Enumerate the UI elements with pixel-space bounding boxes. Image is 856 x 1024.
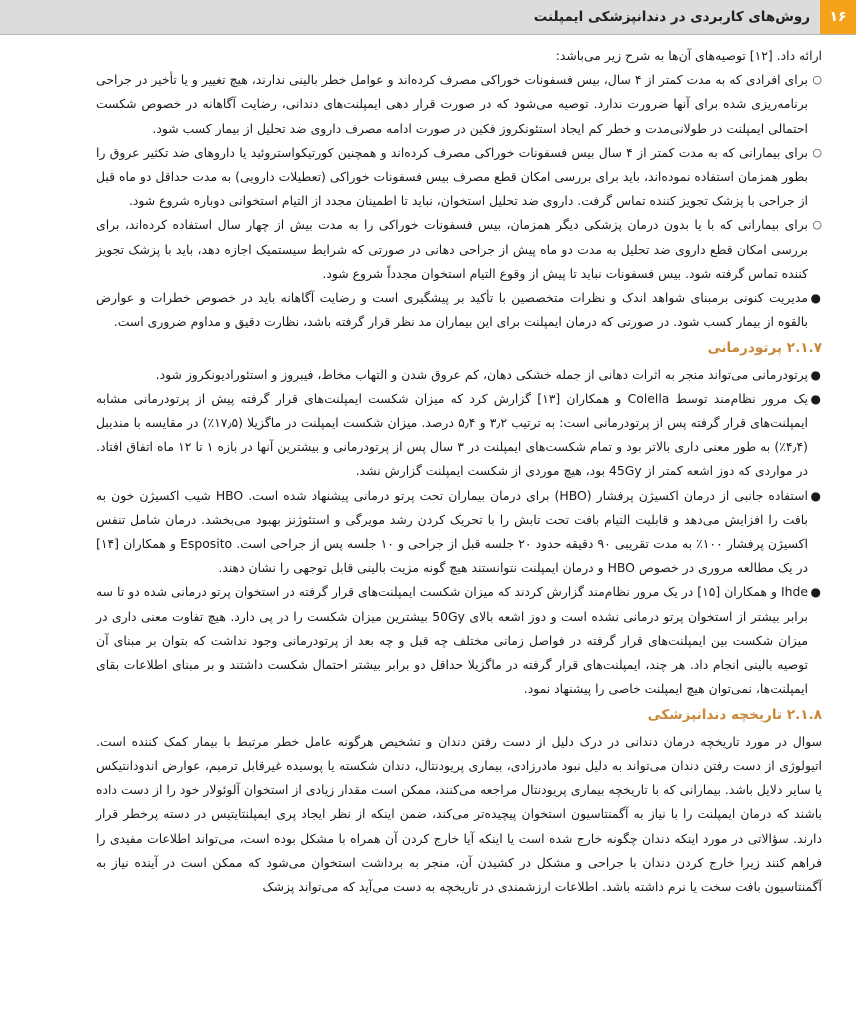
running-title: روش‌های کاربردی در دندانپزشکی ایمپلنت — [533, 9, 810, 25]
bullet-text: مدیریت کنونی برمبنای شواهد اندک و نظرات متخصصین با تأکید بر پیشگیری است و رضایت آگاهانه باید در خصوص خطرات و عوارض بالقوه از بیمار کسب شود. در صورتی که درمان ایمپلنت برای این بیماران مد نظر قرار گرفته باشد، نظارت دقیق و مداوم ضروری است. — [96, 290, 808, 330]
bullet-icon: ● — [810, 391, 821, 406]
sub-item-text: برای بیمارانی که با یا بدون درمان پزشکی دیگر همزمان، بیس فسفونات خوراکی را به مدت بیش از چهار سال استفاده کرده‌اند، برای بررسی امکان قطع داروی ضد تحلیل به مدت دو ماه پیش از جراحی دهانی در صورتی که شرایط سیستمیک اجازه دهد، باید با پزشک تجویز کننده تماس گرفته شود. بیس فسفونات نباید تا پیش از وقوع التیام استخوان مجدداً شروع شود. — [96, 217, 808, 281]
bullet-text: پرتودرمانی می‌تواند منجر به اثرات دهانی از جمله خشکی دهان، کم عروق شدن و التهاب مخاط، فیبروز و استئورادیونکروز شود. — [155, 366, 808, 382]
bullet-item — [96, 484, 822, 581]
section-heading-dental-history: ۲.۱.۸ تاریخچه دندانپزشکی — [647, 707, 822, 724]
page-header — [0, 0, 856, 35]
circle-bullet-icon: ○ — [812, 73, 822, 87]
bullet-icon: ● — [810, 291, 821, 306]
sub-item — [96, 68, 822, 141]
bullet-text: استفاده جانبی از درمان اکسیژن پرفشار (HBO) برای درمان بیماران تحت پرتو درمانی پیشنهاد شده است. HBO شیب اکسیژن خون به بافت را افزایش می‌دهد و قابلیت التیام بافت تحت تابش را با تحریک کردن رشد مویرگی و استئوژنز بهبود می‌بخشد. درمان شامل تنفس اکسیژن پرفشار ۱۰۰٪ به مدت تقریبی ۹۰ دقیقه حدود ۲۰ جلسه قبل از جراحی و ۱۰ جلسه پس از جراحی است. Esposito و همکاران [۱۴] در یک مطالعه مروری در خصوص HBO و درمان ایمپلنت نتوانستند هیچ گونه مزیت بالینی قابل توجهی را نشان دهند. — [96, 487, 809, 576]
bullet-item — [96, 387, 822, 484]
dental-history-paragraph: سوال در مورد تاریخچه درمان دندانی در درک دلیل از دست رفتن دندان و تشخیص هرگونه عامل خطر مرتبط با بیمار کمک کننده است. اتیولوژی از دست رفتن دندان می‌تواند به دلیل نبود مادرزادی، بیماری پریودنتال، دندان شکسته یا پوسیده غیرقابل ترمیم، عوارض اندودانتیکس یا سایر دلایل باشد. بیمارانی که با تاریخچه بیماری پریودنتال مراجعه می‌کنند، ممکن است مقدار زیادی از استخوان آلوئولار خود را از دست داده باشند که درمان ایمپلنت را با نیاز به آگمنتاسیون استخوان پیچیده‌تر می‌کند، ضمن اینکه از نظر ایجاد پری ایمپلنتایتیس در دسته پرخطر قرار دارند. سؤالاتی در مورد اینکه دندان چگونه خارج شده است یا اینکه آیا خارج کردن آن همراه با مشکل بوده است، می‌تواند اطلاعات مفیدی را فراهم کنند زیرا خارج کردن دندان با جراحی و مشکل در کشیدن آن، منجر به برداشت استخوان می‌شود که ممکن است در آینده نیاز به آگمنتاسیون بافت سخت یا نرم داشته باشد. اطلاعات ارزشمندی در تاریخچه به دست می‌آید که می‌تواند پزشک — [96, 733, 822, 894]
bullet-text: یک مرور نظام‌مند توسط Colella و همکاران [۱۳] گزارش کرد که میزان شکست ایمپلنت‌های قرار گرفته پیش از پرتودرمانی مشابه ایمپلنت‌های قرار گرفته پس از پرتودرمانی است: به ترتیب ۳٫۲ و ۵٫۴ درصد. میزان شکست ایمپلنت در ماگزیلا (۱۷٫۵٪) در مقایسه با مندیبل (۴٫۴٪) به طور معنی داری بالاتر بود و تمام شکست‌های ایمپلنت در ۳ سال پس از پرتودرمانی و بیشترین آنها در بازه ۱ تا ۱۲ ماه اتفاق افتاد. در مواردی که دوز اشعه کمتر از 45Gy بود، هیچ موردی از شکست ایمپلنت گزارش نشد. — [96, 390, 809, 479]
bullet-text: Ihde و همکاران [۱۵] در یک مرور نظام‌مند گزارش کردند که میزان شکست ایمپلنت‌های قرار گرفته در استخوان پرتو درمانی شده دو تا سه برابر بیشتر از استخوان پرتو درمانی نشده است و دوز اشعه بالای 50Gy بیشترین میزان شکست را در پی دارد. هیچ تفاوت معنی داری در میزان شکست بین ایمپلنت‌های قرار گرفته در فواصل زمانی مختلف چه قبل و چه بعد از پرتودرمانی وجود نداشت که بتوان بر مبنای آن توصیه بالینی انجام داد. هر چند، ایمپلنت‌های قرار گرفته در ماگزیلا حداقل دو برابر بیشتر احتمال شکست داشتند و بر مبنای اطلاعات بقای ایمپلنت‌ها، نمی‌توان هیچ ایمپلنت خاصی را پیشنهاد نمود. — [96, 584, 808, 697]
bullet-item — [96, 580, 822, 701]
bullet-icon: ● — [810, 367, 821, 382]
page-body — [96, 44, 822, 899]
bullet-item — [96, 286, 822, 334]
sub-item — [96, 213, 822, 286]
bullet-icon: ● — [810, 488, 821, 503]
intro-line: ارائه داد. [۱۲] توصیه‌های آن‌ها به شرح زیر می‌باشد: — [555, 48, 822, 63]
section-heading-radiotherapy: ۲.۱.۷ پرتودرمانی — [707, 340, 822, 357]
circle-bullet-icon: ○ — [812, 145, 822, 159]
circle-bullet-icon: ○ — [812, 218, 822, 232]
bullet-item — [96, 363, 822, 387]
bullet-icon: ● — [810, 585, 821, 600]
page-number: ۱۶ — [820, 0, 856, 34]
sub-item — [96, 141, 822, 214]
sub-item-text: برای افرادی که به مدت کمتر از ۴ سال، بیس فسفونات خوراکی مصرف کرده‌اند و عوامل خطر بالینی ندارند، هیچ تغییر و یا تأخیر در جراحی برنامه‌ریزی شده برای آنها ضرورت ندارد. توصیه می‌شود که در صورت قرار دهی ایمپلنت‌های دندانی، رضایت آگاهانه در خصوص شکست احتمالی ایمپلنت در طولانی‌مدت و خطر کم ایجاد استئونکروز فکین در صورت ادامه مصرف داروی ضد تحلیل از بیمار کسب شود. — [96, 72, 808, 136]
sub-item-text: برای بیمارانی که به مدت کمتر از ۴ سال بیس فسفونات خوراکی مصرف کرده‌اند و همچنین کورتیکواستروئید یا داروهای ضد تکثیر عروق را بطور همزمان استفاده نموده‌اند، باید برای بررسی امکان قطع مصرف بیس فسفونات خوراکی (تعطیلات دارویی) به مدت حداقل دو ماه قبل از جراحی با پزشک تجویز کننده تماس گرفت. داروی ضد تحلیل استخوان، نباید تا اطمینان مجدد از التیام استخوانی دوباره شروع شود. — [96, 144, 808, 209]
